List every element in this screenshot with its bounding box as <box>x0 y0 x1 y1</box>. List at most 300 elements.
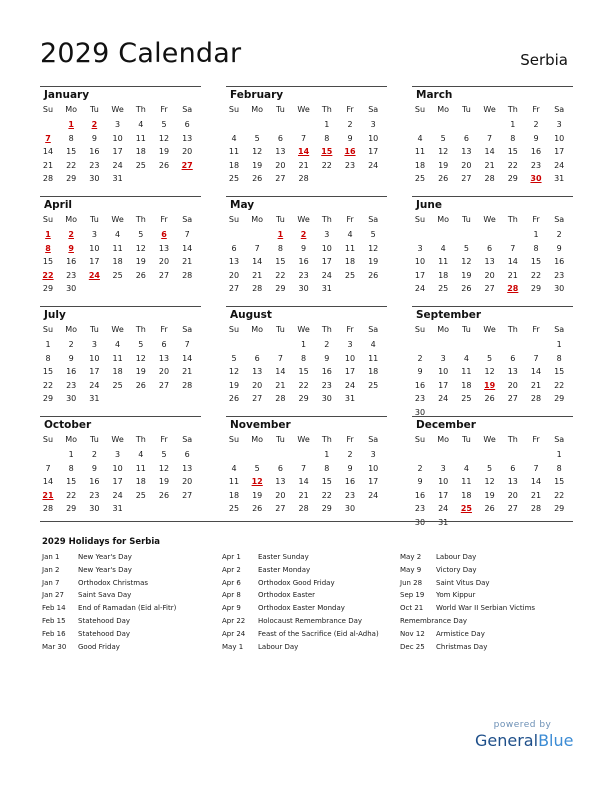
day-cell: 15 <box>554 367 565 377</box>
month-august <box>226 306 387 407</box>
holiday-date: Apr 1 <box>222 553 241 561</box>
day-cell: 5 <box>161 120 167 129</box>
page-title: 2029 Calendar <box>40 38 242 69</box>
holiday-day-cell: 8 <box>45 243 51 253</box>
month-january <box>40 86 201 187</box>
weekday-header: Th <box>321 325 332 334</box>
day-cell: 15 <box>298 367 309 377</box>
day-cell: 26 <box>484 394 495 404</box>
country-name: Serbia <box>520 51 568 69</box>
day-cell: 10 <box>344 353 356 363</box>
day-cell: 22 <box>66 160 77 170</box>
weekday-header: Su <box>228 215 240 224</box>
weekday-header: Fr <box>160 105 168 114</box>
day-cell: 21 <box>530 490 542 500</box>
weekday-header: Mo <box>437 435 450 444</box>
weekday-header: Mo <box>65 325 78 334</box>
holiday-name: Feast of the Sacrifice (Eid al-Adha) <box>258 629 379 638</box>
day-cell: 29 <box>298 394 309 404</box>
day-cell: 2 <box>417 353 423 363</box>
day-cell: 26 <box>135 380 146 390</box>
weekday-header: Sa <box>368 215 379 224</box>
holiday-date: Jan 7 <box>42 578 60 587</box>
day-cell: 3 <box>115 120 121 129</box>
day-cell: 19 <box>252 490 263 500</box>
day-cell: 24 <box>344 380 356 390</box>
day-cell: 22 <box>298 380 309 390</box>
day-cell: 4 <box>370 340 376 349</box>
day-cell: 14 <box>484 147 495 157</box>
month-july <box>40 306 201 407</box>
day-cell: 4 <box>231 133 237 143</box>
weekday-header: We <box>297 435 310 444</box>
weekday-header: Tu <box>90 325 99 334</box>
day-cell: 13 <box>182 463 193 473</box>
holiday-day-cell: 1 <box>277 230 284 239</box>
weekday-header: Mo <box>437 215 450 224</box>
weekday-header: Fr <box>532 105 540 114</box>
day-cell: 19 <box>252 160 263 170</box>
day-cell: 1 <box>324 450 330 459</box>
day-cell: 16 <box>414 380 426 390</box>
holiday-day-cell: 19 <box>484 380 496 390</box>
day-cell: 13 <box>182 133 193 143</box>
weekday-header: Sa <box>368 325 379 334</box>
day-cell: 8 <box>324 463 330 473</box>
day-cell: 28 <box>298 174 309 184</box>
holiday-name: Saint Vitus Day <box>436 578 490 587</box>
day-cell: 7 <box>487 133 493 143</box>
day-cell: 3 <box>440 463 446 473</box>
day-cell: 25 <box>228 504 240 514</box>
holiday-day-cell: 2 <box>300 230 307 239</box>
day-cell: 23 <box>344 490 356 500</box>
day-cell: 7 <box>184 340 190 349</box>
day-cell: 22 <box>321 490 332 500</box>
weekday-header: We <box>297 215 310 224</box>
day-cell: 23 <box>344 160 356 170</box>
weekday-header: We <box>111 105 124 114</box>
day-cell: 25 <box>438 284 449 294</box>
holiday-name: Statehood Day <box>78 617 131 625</box>
holiday-day-cell: 1 <box>68 120 74 129</box>
day-cell: 25 <box>414 174 426 184</box>
day-cell: 22 <box>554 380 565 390</box>
day-cell: 11 <box>368 353 379 363</box>
day-cell: 24 <box>414 284 426 294</box>
weekday-header: Mo <box>437 325 450 334</box>
day-cell: 31 <box>554 174 565 184</box>
day-cell: 14 <box>182 243 193 253</box>
day-cell: 21 <box>484 160 495 170</box>
day-cell: 31 <box>89 394 100 404</box>
day-cell: 13 <box>158 353 170 363</box>
weekday-header: We <box>297 105 310 114</box>
weekday-header: Fr <box>346 325 354 334</box>
weekday-header: Mo <box>251 435 264 444</box>
day-cell: 5 <box>138 340 144 349</box>
day-cell: 10 <box>368 463 379 473</box>
day-cell: 11 <box>228 477 240 487</box>
day-cell: 22 <box>554 490 565 500</box>
day-cell: 18 <box>228 490 240 500</box>
weekday-header: Su <box>42 215 54 224</box>
day-cell: 24 <box>112 490 123 500</box>
day-cell: 28 <box>275 394 286 404</box>
holiday-day-cell: 28 <box>507 284 519 294</box>
day-cell: 26 <box>228 394 240 404</box>
weekday-header: Th <box>507 215 518 224</box>
day-cell: 26 <box>158 490 170 500</box>
day-cell: 25 <box>112 380 123 390</box>
day-cell: 9 <box>324 353 330 363</box>
day-cell: 27 <box>158 380 170 390</box>
day-cell: 24 <box>368 490 379 500</box>
brand-name <box>475 731 574 750</box>
day-cell: 4 <box>440 243 446 253</box>
day-cell: 20 <box>275 160 286 170</box>
day-cell: 4 <box>138 450 144 459</box>
day-cell: 9 <box>91 463 97 473</box>
holiday-date: Feb 15 <box>42 617 66 625</box>
holiday-date: Feb 14 <box>42 604 66 613</box>
day-cell: 21 <box>42 160 54 170</box>
day-cell: 4 <box>463 463 469 473</box>
day-cell: 19 <box>158 147 170 157</box>
day-cell: 29 <box>42 284 54 294</box>
holiday-date: Apr 8 <box>222 591 241 600</box>
weekday-header: Tu <box>276 215 285 224</box>
holiday-date: Sep 19 <box>400 591 425 600</box>
weekday-header: Sa <box>554 435 565 444</box>
day-cell: 15 <box>66 147 77 157</box>
holiday-date: May 9 <box>400 565 422 574</box>
weekday-header: Su <box>42 105 54 114</box>
month-name: January <box>44 89 90 101</box>
weekday-header: Sa <box>182 215 193 224</box>
day-cell: 30 <box>298 284 309 294</box>
weekday-header: Fr <box>532 325 540 334</box>
day-cell: 7 <box>301 463 307 473</box>
day-cell: 24 <box>321 270 332 280</box>
weekday-header: Sa <box>554 215 565 224</box>
day-cell: 24 <box>112 160 123 170</box>
holiday-name: Victory Day <box>436 565 477 574</box>
day-cell: 17 <box>368 477 379 487</box>
day-cell: 17 <box>368 147 379 157</box>
holiday-name: Saint Sava Day <box>78 591 132 600</box>
weekday-header: Mo <box>251 215 264 224</box>
day-cell: 21 <box>298 160 309 170</box>
weekday-header: We <box>297 325 310 334</box>
holiday-date: Jun 28 <box>400 578 423 587</box>
day-cell: 22 <box>507 160 518 170</box>
day-cell: 7 <box>45 463 51 473</box>
day-cell: 3 <box>556 120 562 129</box>
day-cell: 27 <box>182 490 193 500</box>
weekday-header: Tu <box>462 435 471 444</box>
day-cell: 17 <box>414 270 426 280</box>
weekday-header: Mo <box>251 325 264 334</box>
holiday-date: Jan 2 <box>42 565 60 574</box>
day-cell: 7 <box>254 243 260 253</box>
day-cell: 3 <box>370 450 376 459</box>
day-cell: 30 <box>414 518 426 527</box>
day-cell: 25 <box>461 394 472 404</box>
day-cell: 2 <box>347 450 353 459</box>
day-cell: 12 <box>438 147 449 157</box>
month-name: November <box>230 419 291 431</box>
brand-name-blue: Blue <box>538 731 574 750</box>
day-cell: 23 <box>298 270 309 280</box>
day-cell: 20 <box>484 270 495 280</box>
day-cell: 24 <box>554 160 565 170</box>
holiday-name: Yom Kippur <box>436 591 476 600</box>
day-cell: 8 <box>533 243 539 253</box>
day-cell: 12 <box>158 133 170 143</box>
day-cell: 16 <box>89 147 100 157</box>
holiday-date: Feb 16 <box>42 629 66 638</box>
powered-by-text: powered by <box>493 720 552 730</box>
holiday-date: Apr 2 <box>222 565 241 574</box>
holiday-date: Mar 30 <box>42 642 67 651</box>
day-cell: 5 <box>254 133 260 143</box>
day-cell: 5 <box>487 353 493 363</box>
day-cell: 21 <box>507 270 518 280</box>
day-cell: 21 <box>182 257 193 267</box>
day-cell: 17 <box>89 257 100 267</box>
day-cell: 28 <box>42 504 54 514</box>
day-cell: 19 <box>484 490 495 500</box>
holiday-name: Labour Day <box>436 553 477 561</box>
day-cell: 6 <box>254 353 260 363</box>
weekday-header: Mo <box>65 215 78 224</box>
day-cell: 3 <box>417 243 423 253</box>
holiday-date: Oct 21 <box>400 604 424 613</box>
day-cell: 15 <box>554 477 565 487</box>
day-cell: 13 <box>461 147 472 157</box>
weekday-header: Tu <box>276 325 285 334</box>
day-cell: 10 <box>414 257 426 267</box>
day-cell: 9 <box>556 243 562 253</box>
day-cell: 6 <box>510 353 516 363</box>
day-cell: 30 <box>66 394 77 404</box>
weekday-header: We <box>111 325 124 334</box>
day-cell: 16 <box>66 367 77 377</box>
day-cell: 15 <box>42 367 54 377</box>
day-cell: 29 <box>275 284 286 294</box>
month-name: July <box>44 309 66 321</box>
brand-logo <box>475 720 574 750</box>
day-cell: 2 <box>417 463 423 473</box>
day-cell: 23 <box>554 270 565 280</box>
day-cell: 15 <box>507 147 518 157</box>
day-cell: 26 <box>158 160 170 170</box>
day-cell: 2 <box>347 120 353 129</box>
day-cell: 18 <box>135 147 146 157</box>
weekday-header: Sa <box>182 435 193 444</box>
month-february <box>226 86 387 187</box>
month-name: March <box>416 89 453 101</box>
day-cell: 18 <box>438 270 449 280</box>
holiday-day-cell: 22 <box>42 270 54 280</box>
day-cell: 8 <box>277 243 283 253</box>
weekday-header: Mo <box>437 105 450 114</box>
weekday-header: Th <box>135 215 146 224</box>
day-cell: 28 <box>530 504 542 514</box>
day-cell: 27 <box>275 504 286 514</box>
day-cell: 30 <box>554 284 565 294</box>
day-cell: 19 <box>135 257 146 267</box>
day-cell: 10 <box>368 133 379 143</box>
day-cell: 26 <box>252 174 263 184</box>
day-cell: 6 <box>510 463 516 473</box>
month-november <box>226 416 387 517</box>
weekday-header: Mo <box>251 105 264 114</box>
holiday-name: World War II Serbian Victims <box>436 604 536 613</box>
day-cell: 1 <box>324 120 330 129</box>
day-cell: 13 <box>228 257 240 267</box>
day-cell: 7 <box>184 230 190 239</box>
day-cell: 25 <box>135 160 146 170</box>
weekday-header: Su <box>414 105 426 114</box>
day-cell: 11 <box>461 477 472 487</box>
day-cell: 2 <box>533 120 539 129</box>
day-cell: 9 <box>91 133 97 143</box>
day-cell: 23 <box>414 504 426 514</box>
brand-name-general: General <box>475 731 539 750</box>
day-cell: 10 <box>438 367 449 377</box>
holiday-name: Labour Day <box>258 642 299 651</box>
day-cell: 3 <box>370 120 376 129</box>
day-cell: 3 <box>324 230 330 239</box>
holiday-name: Christmas Day <box>436 642 488 651</box>
weekday-header: Fr <box>160 435 168 444</box>
day-cell: 13 <box>252 367 263 377</box>
day-cell: 6 <box>184 120 190 129</box>
day-cell: 4 <box>231 463 237 473</box>
day-cell: 13 <box>507 477 518 487</box>
day-cell: 15 <box>275 257 286 267</box>
day-cell: 19 <box>438 160 449 170</box>
weekday-header: Fr <box>346 435 354 444</box>
day-cell: 19 <box>228 380 240 390</box>
holiday-date: Jan 1 <box>42 553 60 561</box>
weekday-header: Sa <box>554 105 565 114</box>
day-cell: 18 <box>368 367 379 377</box>
holiday-date: May 2 <box>400 553 422 561</box>
holiday-day-cell: 21 <box>42 490 54 500</box>
month-may <box>226 196 387 297</box>
day-cell: 21 <box>252 270 263 280</box>
day-cell: 26 <box>438 174 449 184</box>
day-cell: 15 <box>42 257 54 267</box>
day-cell: 8 <box>68 463 74 473</box>
weekday-header: Fr <box>346 215 354 224</box>
day-cell: 20 <box>461 160 472 170</box>
month-name: June <box>416 199 442 211</box>
holiday-name: Easter Sunday <box>258 553 309 561</box>
day-cell: 6 <box>463 133 469 143</box>
day-cell: 21 <box>275 380 286 390</box>
weekday-header: Sa <box>182 105 193 114</box>
day-cell: 11 <box>135 463 146 473</box>
day-cell: 14 <box>530 477 542 487</box>
day-cell: 1 <box>68 450 74 459</box>
holiday-date: Apr 9 <box>222 604 241 613</box>
weekday-header: Su <box>228 435 240 444</box>
holiday-day-cell: 1 <box>45 230 51 239</box>
day-cell: 5 <box>138 230 144 239</box>
holiday-day-cell: 16 <box>344 147 356 157</box>
holiday-day-cell: 2 <box>91 120 98 129</box>
day-cell: 28 <box>530 394 542 404</box>
day-cell: 17 <box>344 367 356 377</box>
day-cell: 7 <box>301 133 307 143</box>
weekday-header: Su <box>42 435 54 444</box>
holiday-name: New Year's Day <box>78 553 132 561</box>
day-cell: 6 <box>184 450 190 459</box>
day-cell: 18 <box>112 367 123 377</box>
day-cell: 24 <box>368 160 379 170</box>
day-cell: 28 <box>484 174 495 184</box>
day-cell: 11 <box>135 133 146 143</box>
weekday-header: Th <box>507 325 518 334</box>
month-june <box>412 196 573 297</box>
month-september <box>412 306 573 417</box>
day-cell: 22 <box>66 490 77 500</box>
weekday-header: Su <box>42 325 54 334</box>
day-cell: 20 <box>252 380 263 390</box>
day-cell: 23 <box>66 270 77 280</box>
holiday-date: Apr 6 <box>222 578 241 587</box>
weekday-header: Th <box>321 435 332 444</box>
day-cell: 23 <box>89 490 100 500</box>
day-cell: 1 <box>45 340 51 349</box>
day-cell: 16 <box>298 257 309 267</box>
day-cell: 1 <box>301 340 307 349</box>
day-cell: 10 <box>321 243 332 253</box>
holiday-name: Armistice Day <box>436 629 485 638</box>
day-cell: 20 <box>507 490 518 500</box>
day-cell: 17 <box>112 477 123 487</box>
weekday-header: Tu <box>462 325 471 334</box>
day-cell: 29 <box>321 504 332 514</box>
day-cell: 11 <box>228 147 240 157</box>
day-cell: 27 <box>507 394 518 404</box>
month-october <box>40 416 201 517</box>
holiday-day-cell: 9 <box>68 243 74 253</box>
day-cell: 22 <box>275 270 286 280</box>
weekday-header: Su <box>228 105 240 114</box>
day-cell: 21 <box>182 367 193 377</box>
holiday-section-rule <box>40 521 573 522</box>
day-cell: 25 <box>112 270 123 280</box>
month-april <box>40 196 201 297</box>
day-cell: 20 <box>507 380 518 390</box>
weekday-header: Th <box>321 105 332 114</box>
day-cell: 2 <box>324 340 330 349</box>
day-cell: 23 <box>66 380 77 390</box>
day-cell: 9 <box>301 243 307 253</box>
day-cell: 12 <box>135 353 146 363</box>
day-cell: 9 <box>417 477 423 487</box>
day-cell: 9 <box>417 367 423 377</box>
day-cell: 17 <box>321 257 332 267</box>
day-cell: 20 <box>158 257 170 267</box>
holiday-date: Dec 25 <box>400 642 425 651</box>
day-cell: 10 <box>438 477 449 487</box>
